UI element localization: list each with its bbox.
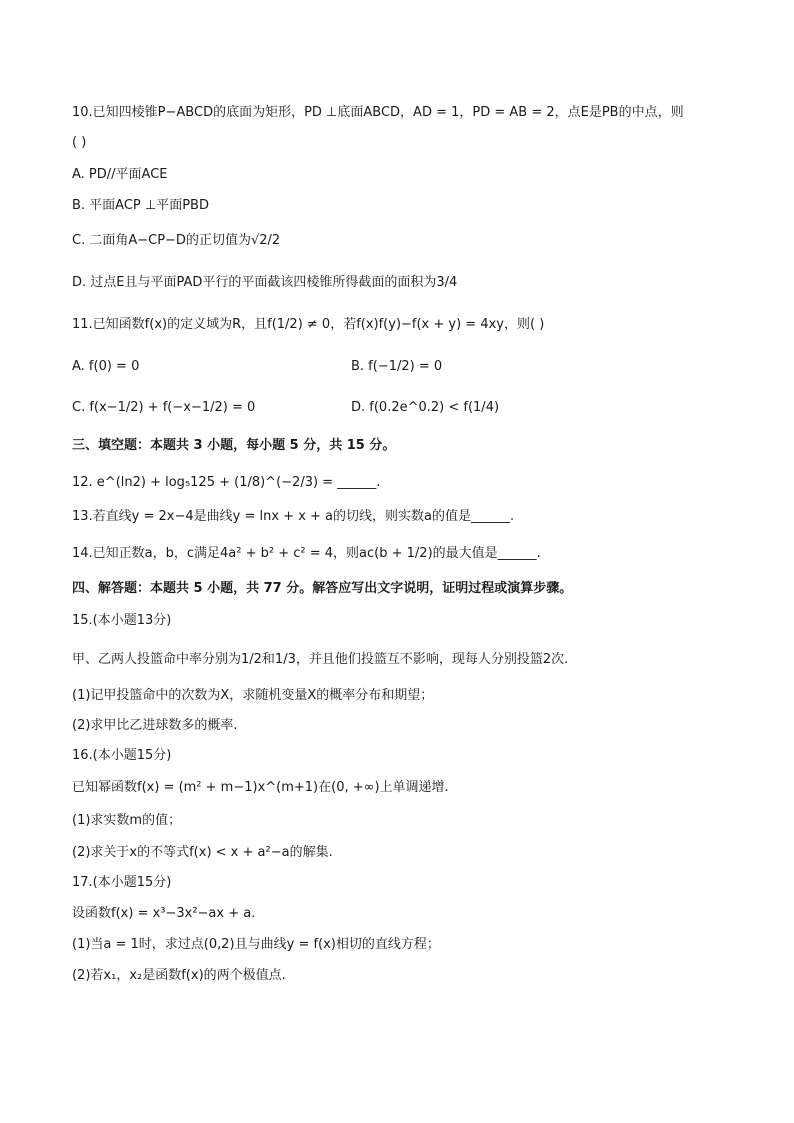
- q15-header: 15.(本小题13分): [72, 613, 172, 628]
- q17-stem: 设函数f(x) = x³−3x²−ax + a.: [72, 906, 256, 921]
- q10-answer-paren: ( ): [72, 135, 87, 150]
- q14: 14.已知正数a，b，c满足4a² + b² + c² = 4，则ac(b + 1/2)的最大值是______.: [72, 546, 541, 561]
- q16-part-2: (2)求关于x的不等式f(x) < x + a²−a的解集.: [72, 845, 333, 860]
- q10-option-a: A. PD//平面ACE: [72, 167, 168, 182]
- q11-option-b: B. f(−1/2) = 0: [351, 359, 443, 374]
- q11-option-c: C. f(x−1/2) + f(−x−1/2) = 0: [72, 400, 256, 415]
- q16-header: 16.(本小题15分): [72, 748, 172, 763]
- q13: 13.若直线y = 2x−4是曲线y = lnx + x + a的切线，则实数a的值是______.: [72, 509, 515, 524]
- q11-stem: 11.已知函数f(x)的定义域为R，且f(1/2) ≠ 0，若f(x)f(y)−f(x + y) = 4xy，则( ): [72, 317, 545, 332]
- section-4-heading: 四、解答题：本题共 5 小题，共 77 分。解答应写出文字说明，证明过程或演算步骤。: [72, 581, 573, 596]
- q16-part-1: (1)求实数m的值；: [72, 813, 182, 828]
- section-3-heading: 三、填空题：本题共 3 小题，每小题 5 分，共 15 分。: [72, 438, 396, 453]
- q12: 12. e^(ln2) + log₅125 + (1/8)^(−2/3) = ______.: [72, 475, 381, 490]
- q15-part-1: (1)记甲投篮命中的次数为X，求随机变量X的概率分布和期望；: [72, 688, 434, 703]
- q10-option-c: C. 二面角A−CP−D的正切值为√2/2: [72, 233, 281, 248]
- q15-stem: 甲、乙两人投篮命中率分别为1/2和1/3，并且他们投篮互不影响，现每人分别投篮2次.: [72, 652, 569, 667]
- q16-stem: 已知幂函数f(x) = (m² + m−1)x^(m+1)在(0, +∞)上单调递增.: [72, 780, 449, 795]
- q11-option-a: A. f(0) = 0: [72, 359, 140, 374]
- q17-part-1: (1)当a = 1时，求过点(0,2)且与曲线y = f(x)相切的直线方程；: [72, 937, 440, 952]
- q15-part-2: (2)求甲比乙进球数多的概率.: [72, 718, 238, 733]
- q11-option-d: D. f(0.2e^0.2) < f(1/4): [351, 400, 500, 415]
- q17-header: 17.(本小题15分): [72, 875, 172, 890]
- q17-part-2: (2)若x₁，x₂是函数f(x)的两个极值点.: [72, 968, 286, 983]
- q10-option-d: D. 过点E且与平面PAD平行的平面截该四棱锥所得截面的面积为3/4: [72, 275, 458, 290]
- q10-stem: 10.已知四棱锥P−ABCD的底面为矩形，PD ⊥底面ABCD，AD = 1，PD = AB = 2，点E是PB的中点，则: [72, 105, 684, 120]
- q10-option-b: B. 平面ACP ⊥平面PBD: [72, 198, 209, 213]
